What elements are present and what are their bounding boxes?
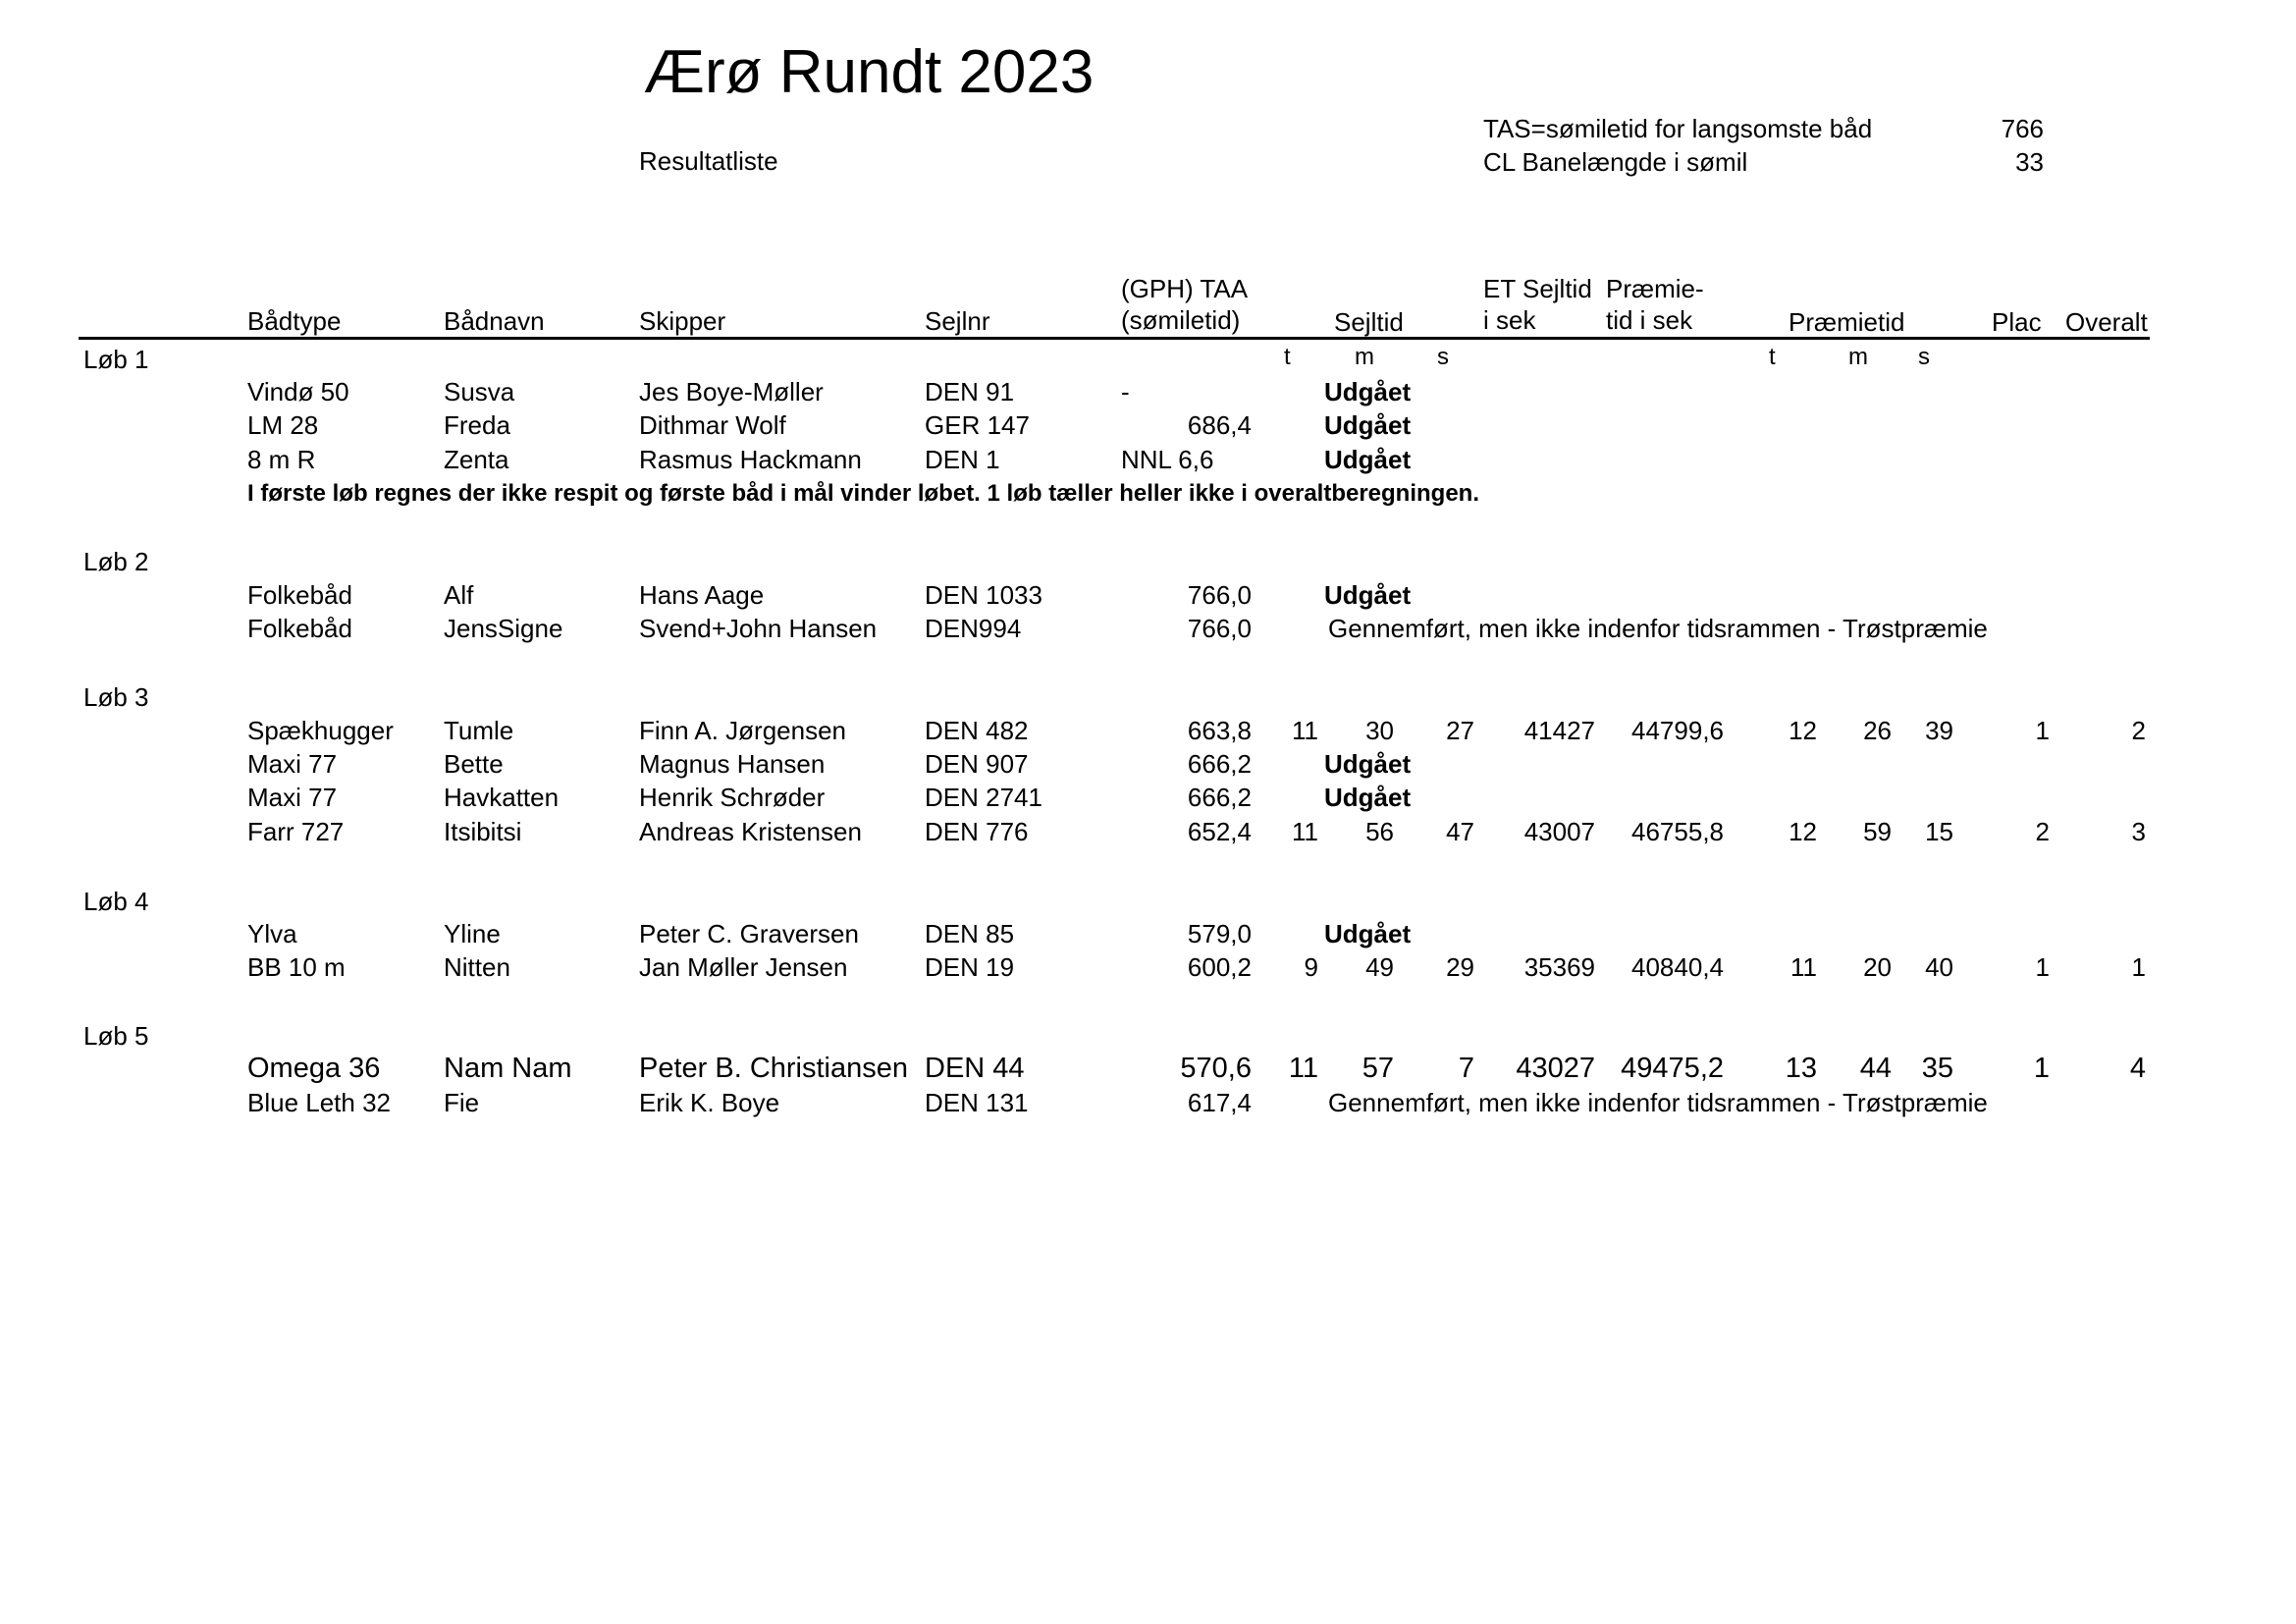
- boat-type: Maxi 77: [247, 749, 338, 779]
- row-note: Gennemført, men ikke indenfor tidsrammen - Trøstpræmie: [1328, 1088, 1988, 1117]
- skipper: Peter C. Graversen: [639, 919, 859, 948]
- col-header-et-line1: ET Sejltid: [1483, 274, 1592, 303]
- boat-name: Fie: [444, 1088, 480, 1117]
- boat-name: Yline: [444, 919, 501, 948]
- unit-prize-seconds: s: [1918, 344, 1930, 370]
- col-header-overall: Overalt: [2065, 307, 2148, 337]
- unit-sail-hours: t: [1284, 344, 1291, 370]
- sail-time-hours: 11: [1292, 716, 1318, 745]
- boat-type: Folkebåd: [247, 614, 352, 643]
- rating: 570,6: [1180, 1053, 1252, 1084]
- rating: 600,2: [1187, 952, 1252, 982]
- page-subtitle: Resultatliste: [639, 146, 778, 176]
- overall-place: 1: [2131, 952, 2146, 982]
- col-header-sail-no: Sejlnr: [925, 306, 990, 336]
- overall-place: 2: [2131, 716, 2146, 745]
- skipper: Dithmar Wolf: [639, 410, 786, 440]
- rating: 663,8: [1187, 716, 1252, 745]
- boat-name: Itsibitsi: [444, 817, 522, 846]
- rating: 666,2: [1187, 783, 1252, 812]
- info-label-tas: TAS=sømiletid for langsomste båd: [1483, 114, 1873, 143]
- table-row: [0, 954, 2296, 986]
- table-row: [0, 751, 2296, 783]
- sail-time-minutes: 49: [1365, 952, 1394, 982]
- prize-time-minutes: 20: [1863, 952, 1892, 982]
- boat-name: Tumle: [444, 716, 514, 745]
- row-note: Gennemført, men ikke indenfor tidsrammen - Trøstpræmie: [1328, 614, 1988, 643]
- et-seconds: 43027: [1516, 1053, 1595, 1084]
- rating: 766,0: [1187, 580, 1252, 610]
- prize-time-seconds: 49475,2: [1621, 1053, 1724, 1084]
- rating: NNL 6,6: [1121, 445, 1214, 474]
- prize-time-seconds: 46755,8: [1631, 817, 1724, 846]
- table-row: [0, 447, 2296, 478]
- sail-number: DEN 85: [925, 919, 1015, 948]
- race-label: Løb 5: [83, 1021, 149, 1051]
- table-row: [0, 412, 2296, 444]
- table-row: [0, 921, 2296, 952]
- prize-time-minutes: 26: [1863, 716, 1892, 745]
- boat-type: Spækhugger: [247, 716, 394, 745]
- prize-time-seconds-part: 15: [1925, 817, 1953, 846]
- unit-sail-minutes: m: [1355, 344, 1374, 370]
- boat-name: JensSigne: [444, 614, 563, 643]
- status-dnf: Udgået: [1324, 783, 1412, 812]
- table-row: [0, 718, 2296, 749]
- skipper: Jan Møller Jensen: [639, 952, 848, 982]
- status-dnf: Udgået: [1324, 445, 1412, 474]
- race-label: Løb 2: [83, 547, 149, 576]
- sail-number: DEN 44: [925, 1053, 1025, 1084]
- overall-place: 3: [2131, 817, 2146, 846]
- sail-number: DEN 1: [925, 445, 1000, 474]
- rating: -: [1121, 377, 1130, 406]
- sail-number: DEN 776: [925, 817, 1029, 846]
- sail-time-hours: 9: [1304, 952, 1318, 982]
- rating: 666,2: [1187, 749, 1252, 779]
- rating: 652,4: [1187, 817, 1252, 846]
- col-header-et-line2: i sek: [1483, 305, 1536, 335]
- skipper: Svend+John Hansen: [639, 614, 878, 643]
- boat-name: Alf: [444, 580, 474, 610]
- boat-type: Blue Leth 32: [247, 1088, 392, 1117]
- table-row: [0, 819, 2296, 850]
- sail-number: DEN 2741: [925, 783, 1042, 812]
- place: 1: [2035, 952, 2050, 982]
- skipper: Finn A. Jørgensen: [639, 716, 846, 745]
- place: 1: [2035, 716, 2050, 745]
- sail-number: GER 147: [925, 410, 1030, 440]
- skipper: Henrik Schrøder: [639, 783, 826, 812]
- rating: 686,4: [1187, 410, 1252, 440]
- skipper: Magnus Hansen: [639, 749, 826, 779]
- race-note: I første løb regnes der ikke respit og første båd i mål vinder løbet. 1 løb tæller heller ikke i overaltberegningen.: [247, 480, 1480, 507]
- race-label: Løb 3: [83, 682, 149, 712]
- sail-time-seconds: 27: [1446, 716, 1474, 745]
- boat-name: Zenta: [444, 445, 509, 474]
- status-dnf: Udgået: [1324, 410, 1412, 440]
- prize-time-seconds: 44799,6: [1631, 716, 1724, 745]
- prize-time-hours: 13: [1785, 1053, 1817, 1084]
- info-value-tas: 766: [2001, 114, 2044, 143]
- skipper: Andreas Kristensen: [639, 817, 862, 846]
- rating: 579,0: [1187, 919, 1252, 948]
- boat-type: BB 10 m: [247, 952, 346, 982]
- header-rule: [79, 337, 2150, 340]
- sail-number: DEN 91: [925, 377, 1015, 406]
- sail-time-hours: 11: [1292, 817, 1318, 846]
- table-row: [0, 582, 2296, 614]
- boat-name: Havkatten: [444, 783, 560, 812]
- table-row: [0, 785, 2296, 816]
- prize-time-hours: 12: [1789, 817, 1817, 846]
- status-dnf: Udgået: [1324, 377, 1412, 406]
- skipper: Peter B. Christiansen: [639, 1053, 909, 1084]
- boat-name: Susva: [444, 377, 515, 406]
- sail-number: DEN 482: [925, 716, 1029, 745]
- sail-time-minutes: 57: [1362, 1053, 1394, 1084]
- status-dnf: Udgået: [1324, 749, 1412, 779]
- col-header-place: Plac: [1992, 307, 2042, 337]
- boat-type: Omega 36: [247, 1053, 381, 1084]
- table-row: [0, 1090, 2296, 1121]
- boat-type: Maxi 77: [247, 783, 338, 812]
- sail-time-seconds: 7: [1458, 1053, 1474, 1084]
- info-value-cl: 33: [2015, 147, 2044, 177]
- col-header-skipper: Skipper: [639, 306, 726, 336]
- table-row: [0, 616, 2296, 647]
- boat-name: Nam Nam: [444, 1053, 572, 1084]
- place: 1: [2033, 1053, 2050, 1084]
- skipper: Erik K. Boye: [639, 1088, 780, 1117]
- col-header-pt-line2: tid i sek: [1606, 305, 1693, 335]
- col-header-boat-type: Bådtype: [247, 306, 342, 336]
- boat-type: Ylva: [247, 919, 297, 948]
- prize-time-hours: 12: [1789, 716, 1817, 745]
- col-header-pt-line1: Præmie-: [1606, 274, 1704, 303]
- et-seconds: 41427: [1523, 716, 1595, 745]
- page-title: Ærø Rundt 2023: [644, 38, 1095, 106]
- status-dnf: Udgået: [1324, 580, 1412, 610]
- rating: 766,0: [1187, 614, 1252, 643]
- boat-name: Freda: [444, 410, 510, 440]
- sail-time-minutes: 30: [1365, 716, 1394, 745]
- info-label-cl: CL Banelængde i sømil: [1483, 147, 1748, 177]
- sail-number: DEN 19: [925, 952, 1015, 982]
- sail-time-seconds: 47: [1446, 817, 1474, 846]
- rating: 617,4: [1187, 1088, 1252, 1117]
- col-header-boat-name: Bådnavn: [444, 306, 545, 336]
- prize-time-seconds-part: 39: [1925, 716, 1953, 745]
- boat-type: 8 m R: [247, 445, 316, 474]
- status-dnf: Udgået: [1324, 919, 1412, 948]
- prize-time-minutes: 44: [1859, 1053, 1892, 1084]
- skipper: Hans Aage: [639, 580, 765, 610]
- sail-time-minutes: 56: [1365, 817, 1394, 846]
- unit-sail-seconds: s: [1437, 344, 1449, 370]
- unit-prize-minutes: m: [1848, 344, 1868, 370]
- sail-number: DEN 907: [925, 749, 1029, 779]
- boat-type: LM 28: [247, 410, 319, 440]
- col-header-rating-line1: (GPH) TAA: [1121, 274, 1249, 303]
- boat-name: Nitten: [444, 952, 510, 982]
- race-label: Løb 4: [83, 887, 149, 916]
- prize-time-seconds-part: 35: [1921, 1053, 1953, 1084]
- boat-name: Bette: [444, 749, 504, 779]
- prize-time-seconds: 40840,4: [1631, 952, 1724, 982]
- et-seconds: 43007: [1523, 817, 1595, 846]
- sail-number: DEN 131: [925, 1088, 1029, 1117]
- prize-time-hours: 11: [1790, 952, 1817, 982]
- table-row: [0, 1055, 2296, 1086]
- boat-type: Folkebåd: [247, 580, 352, 610]
- race-label: Løb 1: [83, 345, 149, 374]
- et-seconds: 35369: [1523, 952, 1595, 982]
- sail-time-hours: 11: [1288, 1053, 1318, 1084]
- skipper: Rasmus Hackmann: [639, 445, 862, 474]
- col-header-rating-line2: (sømiletid): [1121, 305, 1241, 335]
- unit-prize-hours: t: [1769, 344, 1776, 370]
- place: 2: [2035, 817, 2050, 846]
- sail-number: DEN 1033: [925, 580, 1042, 610]
- boat-type: Farr 727: [247, 817, 345, 846]
- sail-time-seconds: 29: [1446, 952, 1474, 982]
- prize-time-minutes: 59: [1863, 817, 1892, 846]
- boat-type: Vindø 50: [247, 377, 349, 406]
- prize-time-seconds-part: 40: [1925, 952, 1953, 982]
- col-header-sail-time: Sejltid: [1334, 307, 1404, 337]
- skipper: Jes Boye-Møller: [639, 377, 824, 406]
- sail-number: DEN994: [925, 614, 1022, 643]
- overall-place: 4: [2129, 1053, 2146, 1084]
- col-header-prize-time: Præmietid: [1789, 307, 1905, 337]
- table-row: [0, 379, 2296, 410]
